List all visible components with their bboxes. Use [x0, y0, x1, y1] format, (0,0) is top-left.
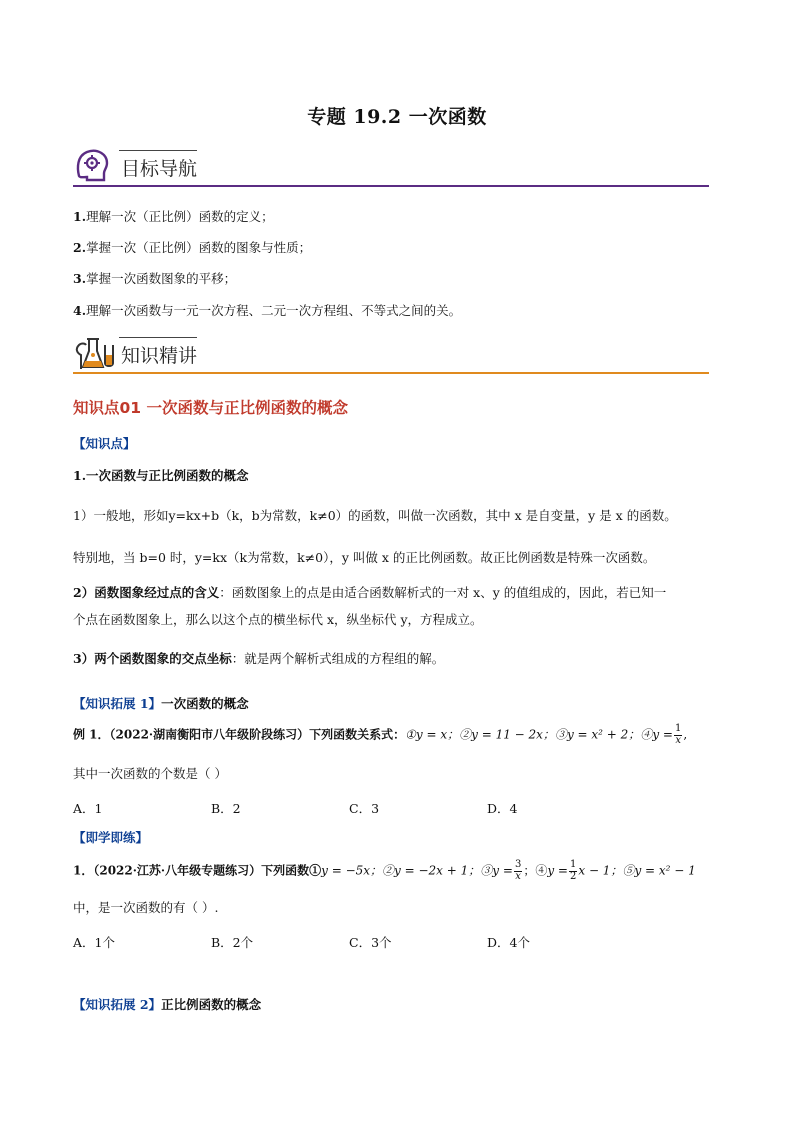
knowledge-point-title: 知识点01 一次函数与正比例函数的概念 — [73, 399, 348, 417]
option-b: B．2 — [211, 801, 241, 816]
practice-tag: 【即学即练】 — [73, 830, 149, 845]
lab-flask-icon — [73, 333, 117, 371]
brain-gear-icon — [73, 146, 117, 184]
option-c: C．3 — [349, 801, 380, 816]
knowledge-paragraph: 2）函数图象经过点的含义：函数图象上的点是由适合函数解析式的一对 x、y 的值组成的，因此，若已知一 — [73, 585, 667, 600]
knowledge-paragraph: 特别地，当 b=0 时，y=kx（k为常数，k≠0），y 叫做 x 的正比例函数。故正比例函数是特殊一次函数。 — [73, 550, 656, 565]
knowledge-paragraph: 个点在函数图象上，那么以这个点的横坐标代 x，纵坐标代 y，方程成立。 — [73, 612, 483, 627]
fraction: $\frac{1}{2}$ — [569, 859, 577, 882]
knowledge-tag: 【知识点】 — [73, 436, 136, 451]
option-b: B．2个 — [211, 935, 254, 950]
practice-question: 1．（2022·江苏·八年级专题练习）下列函数①y = −5x；②y = −2x + 1；③y = $\frac{3}{x}$ ；④y = $\frac{1}{2}$ x − 1；⑤y = x² − 1 — [73, 859, 696, 882]
option-d: D．4个 — [487, 935, 530, 950]
knowledge-paragraph: 1）一般地，形如y=kx+b（k，b为常数，k≠0）的函数，叫做一次函数，其中 x 是自变量，y 是 x 的函数。 — [73, 508, 677, 523]
goal-item: 1.理解一次（正比例）函数的定义； — [73, 209, 274, 224]
practice-question-cont: 中，是一次函数的有（ ）. — [73, 900, 219, 915]
section-rule — [73, 372, 709, 374]
option-a: A．1 — [73, 801, 103, 816]
section-heading: 目标导航 — [121, 158, 198, 180]
extension-tag: 【知识拓展 2】正比例函数的概念 — [73, 997, 262, 1012]
section-heading: 知识精讲 — [121, 345, 198, 367]
extension-tag: 【知识拓展 1】一次函数的概念 — [73, 696, 249, 711]
option-d: D．4 — [487, 801, 518, 816]
knowledge-paragraph: 3）两个函数图象的交点坐标：就是两个解析式组成的方程组的解。 — [73, 651, 445, 666]
section-rule — [73, 185, 709, 187]
option-a: A．1个 — [73, 935, 115, 950]
header-top-line — [119, 150, 197, 151]
section-header-knowledge — [73, 334, 709, 374]
goal-item: 2.掌握一次（正比例）函数的图象与性质； — [73, 240, 312, 255]
fraction: $\frac{1}{x}$ — [674, 723, 682, 746]
knowledge-subtitle: 1.一次函数与正比例函数的概念 — [73, 468, 249, 483]
header-top-line — [119, 337, 197, 338]
section-header-goals — [73, 147, 709, 187]
option-c: C．3个 — [349, 935, 392, 950]
example-question: 例 1．（2022·湖南衡阳市八年级阶段练习）下列函数关系式：①y = x；②y = 11 − 2x；③y = x² + 2；④y = $\frac{1}{x}$ , — [73, 723, 688, 746]
goal-item: 4.理解一次函数与一元一次方程、二元一次方程组、不等式之间的关。 — [73, 303, 462, 318]
page-title: 专题 19.2 一次函数 — [307, 106, 487, 128]
fraction: $\frac{3}{x}$ — [514, 859, 522, 882]
goal-item: 3.掌握一次函数图象的平移； — [73, 271, 237, 286]
example-question-cont: 其中一次函数的个数是（ ） — [73, 766, 227, 781]
